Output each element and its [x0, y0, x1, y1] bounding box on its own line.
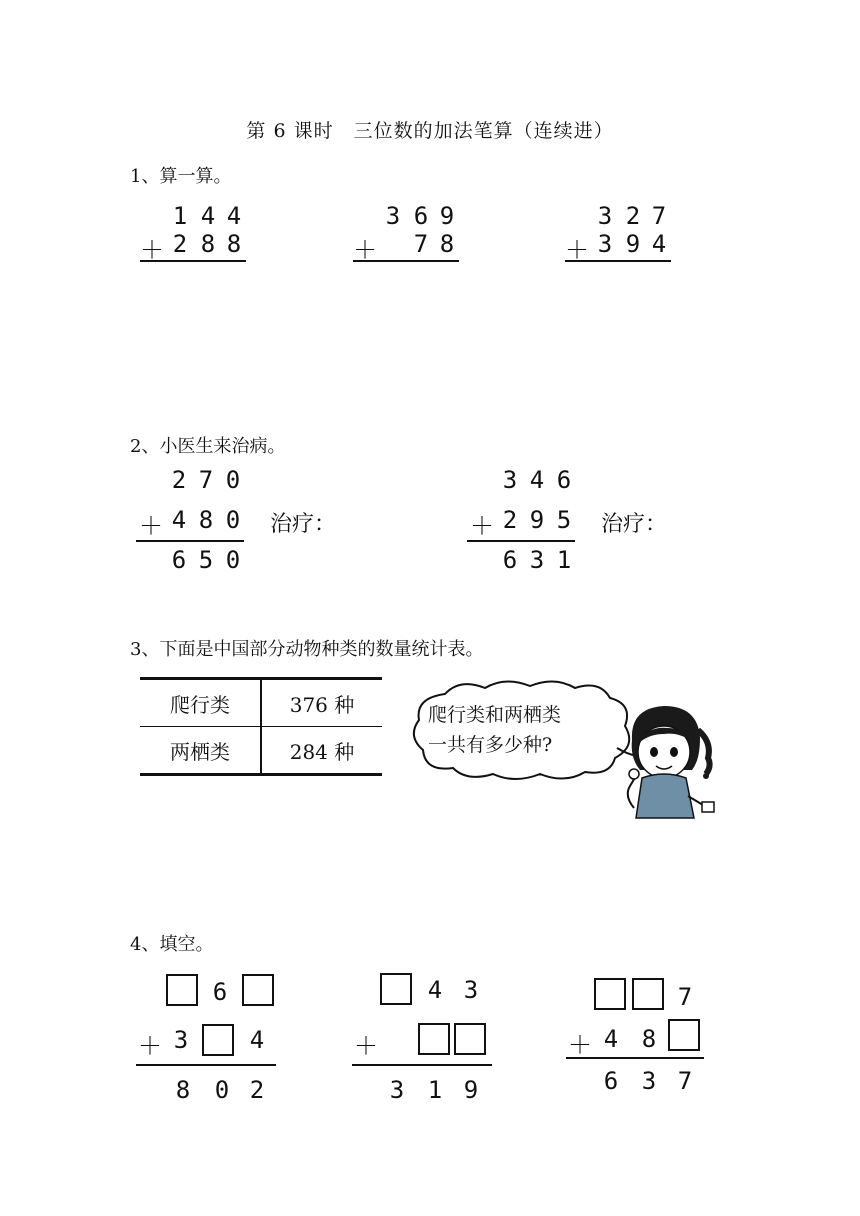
digit: 4	[427, 976, 443, 1004]
digit: 0	[225, 546, 241, 574]
answer-box[interactable]	[380, 973, 412, 1005]
q4-problem-2	[352, 970, 497, 1110]
q1-problem-1	[138, 202, 248, 262]
plus-sign: ＋	[354, 1032, 378, 1060]
digit: 7	[677, 983, 693, 1011]
animal-stats-table	[140, 677, 382, 776]
digit: 3	[641, 1067, 657, 1095]
digit: 0	[225, 466, 241, 494]
count-cell: 376 种	[261, 679, 382, 727]
sum-line	[353, 260, 459, 262]
digit: 0	[214, 1076, 230, 1104]
plus-sign: ＋	[565, 236, 589, 264]
answer-box[interactable]	[202, 1024, 234, 1056]
digit: 7	[198, 466, 214, 494]
answer-box[interactable]	[166, 974, 198, 1006]
digit: 8	[226, 230, 242, 258]
digit: 2	[625, 202, 641, 230]
digit: 4	[603, 1025, 619, 1053]
answer-box[interactable]	[454, 1023, 486, 1055]
treatment-label: 治疗：	[270, 512, 337, 537]
digit: 9	[529, 506, 545, 534]
count-cell: 284 种	[261, 727, 382, 775]
digit: 1	[556, 546, 572, 574]
digit: 2	[502, 506, 518, 534]
digit: 3	[597, 202, 613, 230]
digit: 5	[198, 546, 214, 574]
digit: 6	[212, 978, 228, 1006]
digit: 2	[171, 466, 187, 494]
digit: 9	[625, 230, 641, 258]
category-cell: 爬行类	[140, 679, 261, 727]
digit: 4	[200, 202, 216, 230]
plus-sign: ＋	[139, 512, 163, 540]
digit: 3	[385, 202, 401, 230]
q2-problem-2	[467, 466, 579, 576]
digit: 7	[677, 1067, 693, 1095]
q4-problem-1	[136, 970, 281, 1110]
answer-box[interactable]	[242, 974, 274, 1006]
q1-heading: 1、算一算。	[130, 166, 232, 187]
sum-line	[140, 260, 246, 262]
q1-problem-3	[563, 202, 673, 262]
digit: 1	[427, 1076, 443, 1104]
digit: 7	[651, 202, 667, 230]
digit: 3	[529, 546, 545, 574]
sum-line	[566, 1057, 704, 1059]
digit: 8	[200, 230, 216, 258]
digit: 0	[225, 506, 241, 534]
digit: 3	[502, 466, 518, 494]
q1-problem-2	[351, 202, 461, 262]
digit: 2	[172, 230, 188, 258]
sum-line	[565, 260, 671, 262]
bubble-line-1: 爬行类和两栖类	[428, 704, 562, 726]
digit: 3	[389, 1076, 405, 1104]
table-row	[140, 679, 382, 727]
answer-box[interactable]	[632, 978, 664, 1010]
digit: 1	[172, 202, 188, 230]
digit: 3	[463, 976, 479, 1004]
sum-line	[136, 1064, 276, 1066]
digit: 9	[463, 1076, 479, 1104]
q4-problem-3	[566, 975, 711, 1105]
digit: 4	[171, 506, 187, 534]
answer-box[interactable]	[418, 1023, 450, 1055]
digit: 4	[226, 202, 242, 230]
plus-sign: ＋	[138, 1032, 162, 1060]
table-row	[140, 727, 382, 775]
digit: 6	[171, 546, 187, 574]
digit: 6	[413, 202, 429, 230]
treatment-label: 治疗：	[601, 512, 668, 537]
answer-box[interactable]	[668, 1019, 700, 1051]
page-title: 第 6 课时 三位数的加法笔算（连续进）	[246, 120, 614, 142]
plus-sign: ＋	[568, 1031, 592, 1059]
digit: 5	[556, 506, 572, 534]
sum-line	[136, 540, 244, 542]
girl-illustration	[612, 700, 722, 820]
sum-line	[467, 540, 575, 542]
plus-sign: ＋	[470, 512, 494, 540]
category-cell: 两栖类	[140, 727, 261, 775]
q4-heading: 4、填空。	[130, 934, 214, 955]
bubble-text	[428, 700, 628, 760]
digit: 8	[175, 1076, 191, 1104]
q2-heading: 2、小医生来治病。	[130, 436, 286, 457]
digit: 8	[641, 1025, 657, 1053]
bubble-line-2: 一共有多少种?	[428, 734, 553, 756]
digit: 7	[413, 230, 429, 258]
digit: 4	[651, 230, 667, 258]
sum-line	[352, 1064, 492, 1066]
digit: 8	[439, 230, 455, 258]
q2-problem-1	[136, 466, 248, 576]
digit: 6	[556, 466, 572, 494]
digit: 4	[249, 1026, 265, 1054]
answer-box[interactable]	[594, 978, 626, 1010]
plus-sign: ＋	[140, 236, 164, 264]
plus-sign: ＋	[353, 236, 377, 264]
digit: 2	[249, 1076, 265, 1104]
digit: 4	[529, 466, 545, 494]
digit: 8	[198, 506, 214, 534]
digit: 3	[597, 230, 613, 258]
q3-heading: 3、下面是中国部分动物种类的数量统计表。	[130, 639, 484, 660]
digit: 3	[173, 1026, 189, 1054]
digit: 6	[502, 546, 518, 574]
digit: 9	[439, 202, 455, 230]
digit: 6	[603, 1067, 619, 1095]
